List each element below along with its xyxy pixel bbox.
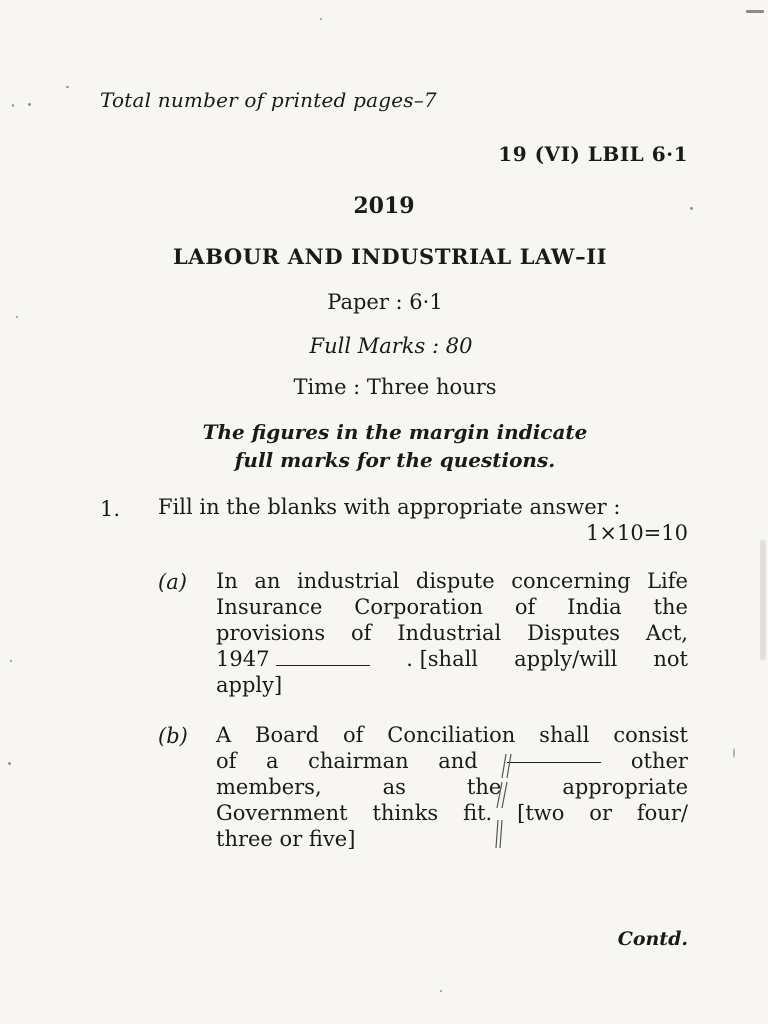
text-line [216,748,688,774]
scan-speck [8,762,11,765]
word: Life [647,569,688,593]
text-line [216,620,688,646]
scan-speck [733,748,735,758]
text-line [216,722,688,748]
word: apply] [216,673,283,697]
word: an [254,569,281,593]
text-line [216,568,688,594]
word: Act, [645,621,688,645]
question-number: 1. [100,497,121,521]
word: industrial [296,569,400,593]
word: of [514,595,536,619]
word: or [589,801,612,825]
text-line [216,800,688,826]
word: dispute [415,569,495,593]
word: and [438,749,478,773]
word: other [630,749,688,773]
part-label: (b) [158,724,188,748]
word: five] [308,827,356,851]
word: the [653,595,688,619]
word: provisions [216,621,326,645]
word: not [653,647,688,671]
scan-speck [12,104,14,107]
word: Board [255,723,320,747]
text-line [216,672,688,698]
scan-edge-shadow [760,540,766,660]
word: India [567,595,622,619]
word: concerning [511,569,631,593]
word: fit. [463,801,493,825]
instruction-line: full marks for the questions. [234,448,556,472]
word: as [382,775,406,799]
word: A [216,723,232,747]
full-marks: Full Marks : 80 [309,334,473,358]
word: Government [216,801,348,825]
pencil-marks [480,748,520,858]
paper-number: Paper : 6·1 [327,290,443,314]
word: 1947 [216,647,270,671]
scan-speck [10,660,12,662]
word-group [216,646,370,672]
scan-speck [28,103,31,106]
instruction-line: The figures in the margin indicate [202,420,588,444]
exam-year: 2019 [353,193,415,219]
question-text: Fill in the blanks with appropriate answer : [158,495,621,519]
scan-speck [440,990,442,992]
part-a-text [216,568,688,698]
word: of [343,723,364,747]
subject-title: LABOUR AND INDUSTRIAL LAW–II [172,244,608,269]
word: three [216,827,273,851]
word: . [shall [406,647,479,671]
word: the [466,775,502,799]
text-line [216,826,688,852]
word: of [351,621,372,645]
scan-speck [746,10,764,13]
answer-blank [276,651,370,666]
scan-speck [66,86,69,88]
continued-note: Contd. [617,928,688,950]
part-b-text [216,722,688,852]
word: [two [517,801,565,825]
instructions [0,418,768,474]
text-line [216,774,688,800]
word: apply/will [514,647,618,671]
exam-time: Time : Three hours [293,375,497,399]
answer-blank [507,748,601,763]
word: or [279,827,303,851]
paper-code: 19 (VI) LBIL 6·1 [498,142,688,166]
word: Corporation [354,595,483,619]
word: thinks [372,801,439,825]
word: of [216,749,237,773]
text-line [216,646,688,672]
text-line [216,594,688,620]
word: four/ [636,801,688,825]
printed-pages-note: Total number of printed pages–7 [100,88,437,112]
word: chairman [308,749,409,773]
word: Conciliation [387,723,516,747]
word: consist [613,723,688,747]
scan-speck [320,18,322,20]
word: a [266,749,279,773]
part-label: (a) [158,570,187,594]
word: appropriate [562,775,688,799]
word: In [216,569,238,593]
word: Industrial [397,621,502,645]
word: members, [216,775,322,799]
scan-speck [16,316,18,318]
question-marks: 1×10=10 [586,521,688,545]
word: shall [539,723,590,747]
word: Insurance [216,595,323,619]
word: Disputes [527,621,621,645]
